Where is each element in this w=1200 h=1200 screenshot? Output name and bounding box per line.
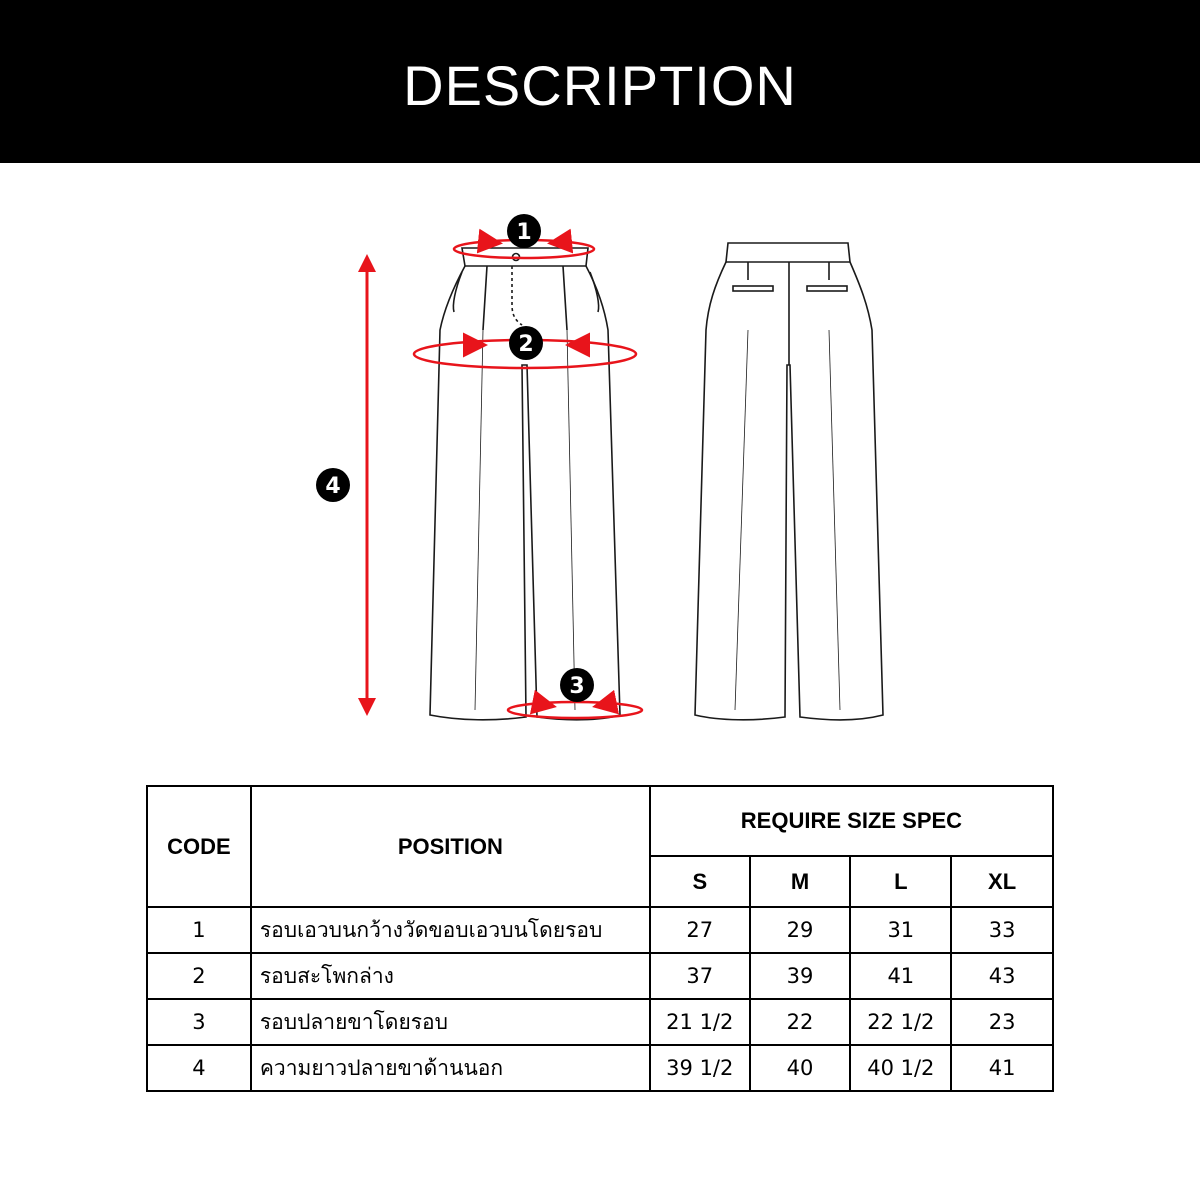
value-cell: 22	[750, 999, 851, 1045]
value-cell: 33	[951, 907, 1053, 953]
position-cell: รอบสะโพกล่าง	[251, 953, 650, 999]
page-title: DESCRIPTION	[403, 54, 797, 117]
value-cell: 43	[951, 953, 1053, 999]
svg-text:1: 1	[516, 220, 532, 245]
code-cell: 1	[147, 907, 251, 953]
value-cell: 21 1/2	[650, 999, 750, 1045]
size-header-xl: XL	[951, 856, 1053, 907]
position-cell: รอบเอวบนกว้างวัดขอบเอวบนโดยรอบ	[251, 907, 650, 953]
length-measurement	[358, 254, 376, 716]
header-banner	[0, 0, 1200, 163]
size-header-l: L	[850, 856, 951, 907]
svg-text:2: 2	[518, 332, 534, 357]
code-cell: 3	[147, 999, 251, 1045]
marker-3	[560, 668, 594, 702]
value-cell: 23	[951, 999, 1053, 1045]
value-cell: 40	[750, 1045, 851, 1091]
marker-1	[507, 214, 541, 248]
size-spec-header: REQUIRE SIZE SPEC	[650, 786, 1053, 856]
code-cell: 4	[147, 1045, 251, 1091]
value-cell: 31	[850, 907, 951, 953]
value-cell: 39	[750, 953, 851, 999]
position-header: POSITION	[251, 786, 650, 907]
value-cell: 27	[650, 907, 750, 953]
table-row	[147, 1045, 1053, 1091]
code-cell: 2	[147, 953, 251, 999]
pants-back-view	[695, 243, 883, 720]
size-spec-table	[146, 785, 1054, 1092]
size-header-s: S	[650, 856, 750, 907]
value-cell: 40 1/2	[850, 1045, 951, 1091]
table-row	[147, 953, 1053, 999]
pants-diagram	[0, 163, 1200, 763]
marker-2	[509, 326, 543, 360]
marker-4	[316, 468, 350, 502]
value-cell: 37	[650, 953, 750, 999]
svg-text:4: 4	[325, 474, 341, 499]
value-cell: 41	[850, 953, 951, 999]
code-header: CODE	[147, 786, 251, 907]
value-cell: 22 1/2	[850, 999, 951, 1045]
position-cell: รอบปลายขาโดยรอบ	[251, 999, 650, 1045]
value-cell: 41	[951, 1045, 1053, 1091]
svg-text:3: 3	[569, 674, 585, 699]
table-row	[147, 907, 1053, 953]
table-row	[147, 999, 1053, 1045]
value-cell: 29	[750, 907, 851, 953]
pants-front-view	[430, 248, 620, 720]
size-header-m: M	[750, 856, 851, 907]
value-cell: 39 1/2	[650, 1045, 750, 1091]
position-cell: ความยาวปลายขาด้านนอก	[251, 1045, 650, 1091]
